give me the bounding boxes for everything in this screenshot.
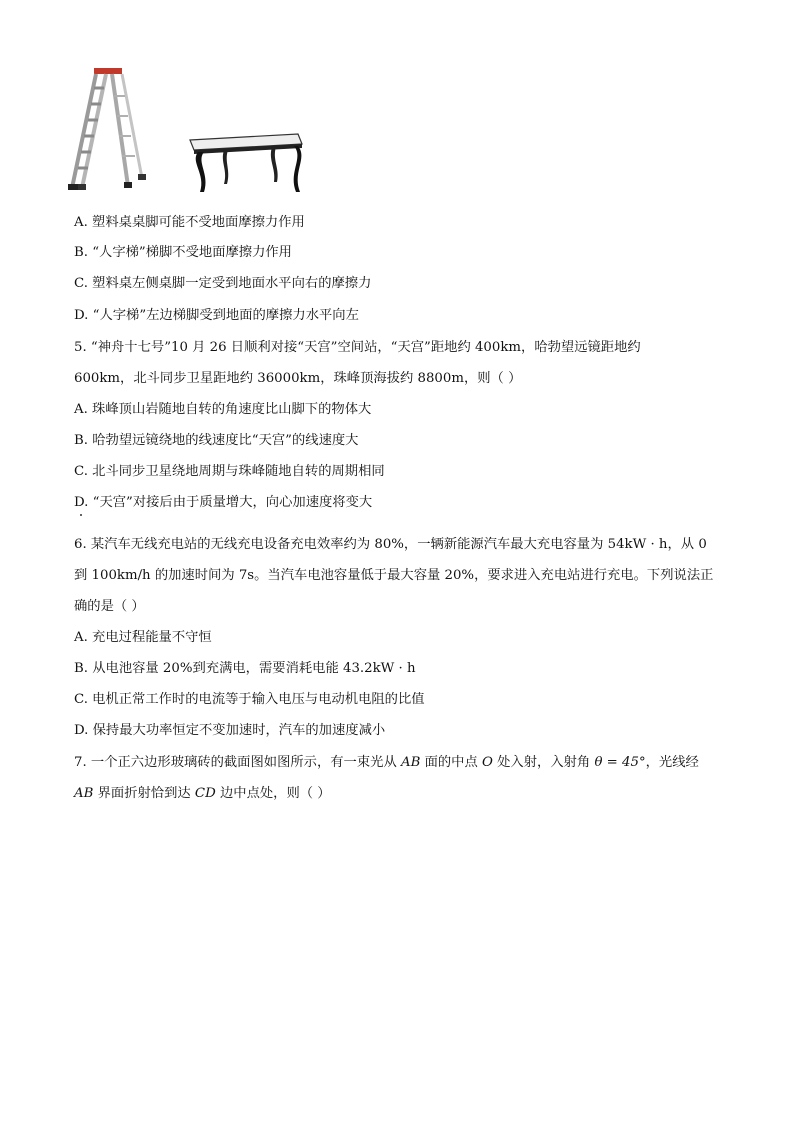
q5-stem-line1: 5. “神舟十七号”10 月 26 日顺利对接“天宫”空间站，“天宫”距地约 400km，哈勃望远镜距地约 <box>74 340 641 355</box>
q7-text-1: 7. 一个正六边形玻璃砖的截面图如图所示，有一束光从 <box>74 755 401 770</box>
q7-text-4: ，光线经 <box>645 755 699 770</box>
q7-math-ab-2: AB <box>74 786 94 801</box>
q7-text-3: 处入射，入射角 <box>492 755 595 770</box>
q7-math-cd: CD <box>194 786 216 801</box>
q6-option-c: C. 电机正常工作时的电流等于输入电压与电动机电阻的比值 <box>74 692 425 707</box>
q4-option-c: C. 塑料桌左侧桌脚一定受到地面水平向右的摩擦力 <box>74 276 372 291</box>
q7-text-2: 面的中点 <box>420 755 482 770</box>
q7-text-5: 界面折射恰到达 <box>93 786 195 801</box>
stray-dot <box>80 514 82 516</box>
q7-stem-line1 <box>74 753 699 773</box>
q6-option-b: B. 从电池容量 20%到充满电，需要消耗电能 43.2kW · h <box>74 661 416 676</box>
q4-option-d: D. “人字梯”左边梯脚受到地面的摩擦力水平向左 <box>74 308 359 323</box>
plastic-table-figure <box>184 130 304 200</box>
q6-option-a: A. 充电过程能量不守恒 <box>74 630 212 645</box>
ladder-figure <box>68 66 150 194</box>
q4-option-a: A. 塑料桌桌脚可能不受地面摩擦力作用 <box>74 215 305 230</box>
q7-math-o: O <box>482 755 493 770</box>
q4-option-b: B. “人字梯”梯脚不受地面摩擦力作用 <box>74 245 292 260</box>
q6-option-d: D. 保持最大功率恒定不变加速时，汽车的加速度减小 <box>74 723 386 738</box>
q7-stem-line2 <box>74 784 331 804</box>
q7-math-ab: AB <box>400 755 421 770</box>
figure-ladder-and-table <box>68 66 328 200</box>
q7-text-6: 边中点处，则（ ） <box>215 786 331 801</box>
q7-math-theta: θ = 45° <box>594 755 646 770</box>
q6-stem-line3: 确的是（ ） <box>74 599 145 614</box>
q5-stem-line2: 600km，北斗同步卫星距地约 36000km，珠峰顶海拔约 8800m，则（ ） <box>74 371 522 386</box>
q6-stem-line1: 6. 某汽车无线充电站的无线充电设备充电效率约为 80%，一辆新能源汽车最大充电容量为 54kW · h，从 0 <box>74 537 707 552</box>
q5-option-c: C. 北斗同步卫星绕地周期与珠峰随地自转的周期相同 <box>74 464 385 479</box>
q6-stem-line2: 到 100km/h 的加速时间为 7s。当汽车电池容量低于最大容量 20%，要求进入充电站进行充电。下列说法正 <box>74 568 714 583</box>
q5-option-d: D. “天宫”对接后由于质量增大，向心加速度将变大 <box>74 495 373 510</box>
q5-option-b: B. 哈勃望远镜绕地的线速度比“天宫”的线速度大 <box>74 433 359 448</box>
q5-option-a: A. 珠峰顶山岩随地自转的角速度比山脚下的物体大 <box>74 402 372 417</box>
